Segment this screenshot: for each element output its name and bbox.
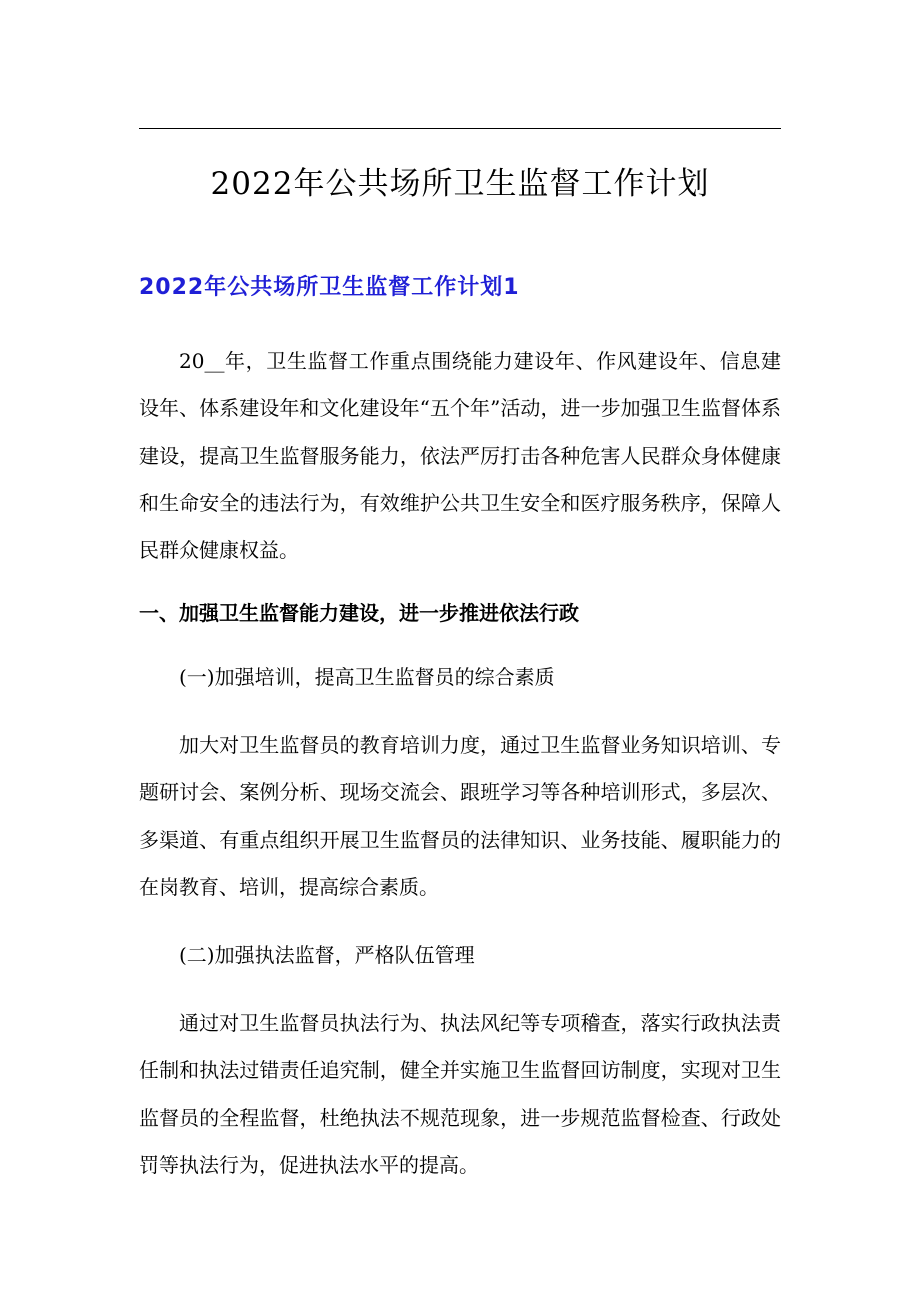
subsection-two-paragraph: 通过对卫生监督员执法行为、执法风纪等专项稽查，落实行政执法责任制和执法过错责任追究制，健全并实施卫生监督回访制度，实现对卫生监督员的全程监督，杜绝执法不规范现象，进一步规范监督检查、行政处罚等执法行为，促进执法水平的提高。 [139, 1011, 781, 1177]
top-horizontal-rule [139, 128, 781, 129]
subsection-one-paragraph: 加大对卫生监督员的教育培训力度，通过卫生监督业务知识培训、专题研讨会、案例分析、现场交流会、跟班学习等各种培训形式，多层次、多渠道、有重点组织开展卫生监督员的法律知识、业务技能、履职能力的在岗教育、培训，提高综合素质。 [139, 733, 781, 899]
intro-paragraph: 20__年，卫生监督工作重点围绕能力建设年、作风建设年、信息建设年、体系建设年和文化建设年“五个年”活动，进一步加强卫生监督体系建设，提高卫生监督服务能力，依法严厉打击各种危害人民群众身体健康和生命安全的违法行为，有效维护公共卫生安全和医疗服务秩序，保障人民群众健康权益。 [139, 349, 781, 563]
subsection-one-heading: (一)加强培训，提高卫生监督员的综合素质 [179, 665, 555, 689]
section-heading: 2022年公共场所卫生监督工作计划1 [139, 275, 520, 300]
subsection-two-heading: (二)加强执法监督，严格队伍管理 [179, 943, 475, 967]
document-title: 2022年公共场所卫生监督工作计划 [210, 166, 710, 202]
part-one-heading: 一、加强卫生监督能力建设，进一步推进依法行政 [139, 601, 579, 625]
